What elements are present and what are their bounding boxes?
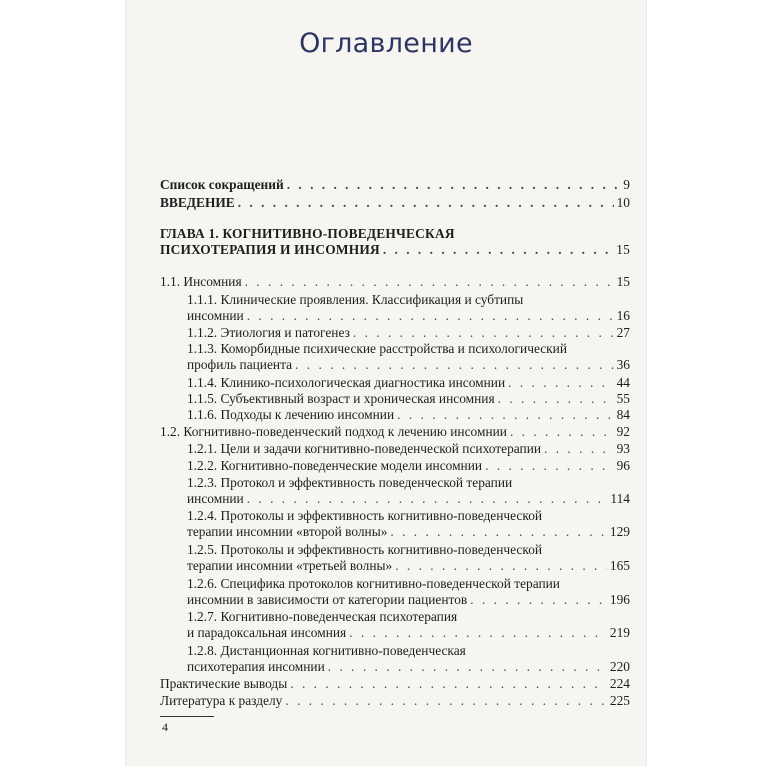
leader-dots [383, 242, 613, 258]
toc-entry-title: психотерапия инсомнии [187, 659, 325, 674]
toc-entry-page: 220 [609, 659, 630, 674]
toc-entry-title-line1: ГЛАВА 1. КОГНИТИВНО-ПОВЕДЕНЧЕСКАЯ [160, 226, 455, 241]
toc-entry[interactable] [187, 292, 630, 324]
toc-entry[interactable] [187, 609, 630, 641]
toc-entry-title: 1.1.6. Подходы к лечению инсомнии [187, 407, 395, 422]
toc-entry-title: 1.1.4. Клинико-психологическая диагностика инсомнии [187, 375, 506, 390]
toc-entry-title: и парадоксальная инсомния [187, 625, 347, 640]
toc-entry-page: 96 [616, 458, 630, 473]
toc-entry-page: 165 [609, 558, 630, 573]
toc-entry-title-line1: 1.1.3. Коморбидные психические расстройства и психологический [187, 341, 567, 356]
leader-dots [390, 524, 607, 540]
toc-entry[interactable] [187, 542, 630, 574]
leader-dots [508, 375, 613, 391]
toc-entry-title: 1.1.2. Этиология и патогенез [187, 325, 350, 340]
toc-entry-title-line1: 1.2.6. Специфика протоколов когнитивно-поведенческой терапии [187, 576, 560, 591]
toc-entry-title: терапии инсомнии «третьей волны» [187, 558, 393, 573]
leader-dots [287, 177, 621, 193]
leader-dots [247, 491, 608, 507]
toc-entry-page: 84 [616, 407, 630, 422]
leader-dots [295, 357, 614, 373]
leader-dots [238, 195, 614, 211]
toc-entry-title: 1.2.2. Когнитивно-поведенческие модели инсомнии [187, 458, 483, 473]
toc-entry[interactable] [187, 441, 630, 457]
toc-entry-page: 93 [616, 441, 630, 456]
toc-entry-title: Литература к разделу [160, 693, 283, 708]
leader-dots [470, 592, 607, 608]
toc-entry-page: 36 [616, 357, 630, 372]
toc-entry-page: 55 [616, 391, 630, 406]
toc-entry-page: 15 [616, 242, 630, 257]
toc-entry[interactable] [160, 424, 630, 440]
toc-entry[interactable] [187, 643, 630, 675]
toc-entry[interactable] [160, 676, 630, 692]
toc-entry[interactable] [160, 274, 630, 290]
toc-entry-title-line1: 1.2.8. Дистанционная когнитивно-поведенческая [187, 643, 466, 658]
leader-dots [245, 274, 614, 290]
toc-entry-page: 219 [609, 625, 630, 640]
footnote-rule [160, 716, 214, 717]
toc-entry-title: профиль пациента [187, 357, 293, 372]
toc-entry-page: 196 [609, 592, 630, 607]
toc-entry[interactable] [160, 177, 630, 193]
toc-entry-title: инсомнии в зависимости от категории пациентов [187, 592, 468, 607]
leader-dots [328, 659, 607, 675]
toc-entry-title: ВВЕДЕНИЕ [160, 195, 235, 210]
toc-entry-page: 15 [616, 274, 630, 289]
leader-dots [353, 325, 614, 341]
leader-dots [285, 693, 607, 709]
toc-entry[interactable] [187, 508, 630, 540]
toc-entry-page: 224 [609, 676, 630, 691]
toc-entry-page: 44 [616, 375, 630, 390]
toc-entry-title: 1.1.5. Субъективный возраст и хроническая инсомния [187, 391, 495, 406]
toc-entry[interactable] [187, 391, 630, 407]
leader-dots [485, 458, 614, 474]
toc-entry-title: 1.2.1. Цели и задачи когнитивно-поведенческой психотерапии [187, 441, 542, 456]
leader-dots [397, 407, 613, 423]
toc-entry[interactable] [187, 375, 630, 391]
toc-entry-page: 114 [610, 491, 630, 506]
toc-entry[interactable] [160, 195, 630, 211]
leader-dots [290, 676, 607, 692]
toc-entry[interactable] [187, 341, 630, 373]
toc-entry-title: инсомнии [187, 491, 244, 506]
toc-entry[interactable] [187, 325, 630, 341]
toc-entry-title-line1: 1.2.7. Когнитивно-поведенческая психотерапия [187, 609, 458, 624]
toc-entry-page: 27 [616, 325, 630, 340]
toc-entry[interactable] [187, 407, 630, 423]
leader-dots [349, 625, 607, 641]
toc-entry-title-line1: 1.1.1. Клинические проявления. Классификация и субтипы [187, 292, 524, 307]
toc-entry-title: инсомнии [187, 308, 244, 323]
toc-entry[interactable] [187, 458, 630, 474]
toc-entry-chapter[interactable] [160, 226, 630, 258]
page-title: Оглавление [299, 28, 473, 59]
toc-entry[interactable] [187, 475, 630, 507]
toc-entry-title: терапии инсомнии «второй волны» [187, 524, 388, 539]
toc-entry-page: 10 [616, 195, 630, 210]
toc-entry-page: 225 [609, 693, 630, 708]
book-page [126, 0, 646, 766]
page-number: 4 [162, 720, 168, 734]
toc-entry-title-line1: 1.2.3. Протокол и эффективность поведенческой терапии [187, 475, 513, 490]
toc-entry-title: ПСИХОТЕРАПИЯ И ИНСОМНИЯ [160, 242, 380, 257]
leader-dots [510, 424, 614, 440]
toc-entry[interactable] [187, 576, 630, 608]
toc-entry-title: Практические выводы [160, 676, 288, 691]
toc-entry[interactable] [160, 693, 630, 709]
leader-dots [247, 308, 614, 324]
toc-entry-page: 9 [623, 177, 630, 192]
leader-dots [395, 558, 607, 574]
toc-entry-page: 129 [609, 524, 630, 539]
toc-entry-title: 1.2. Когнитивно-поведенческий подход к лечению инсомнии [160, 424, 507, 439]
toc-entry-title: 1.1. Инсомния [160, 274, 242, 289]
leader-dots [498, 391, 614, 407]
toc-entry-page: 16 [616, 308, 630, 323]
toc-entry-page: 92 [616, 424, 630, 439]
toc-entry-title-line1: 1.2.4. Протоколы и эффективность когнитивно-поведенческой [187, 508, 543, 523]
toc-entry-title: Список сокращений [160, 177, 284, 192]
toc-entry-title-line1: 1.2.5. Протоколы и эффективность когнитивно-поведенческой [187, 542, 543, 557]
leader-dots [544, 441, 614, 457]
